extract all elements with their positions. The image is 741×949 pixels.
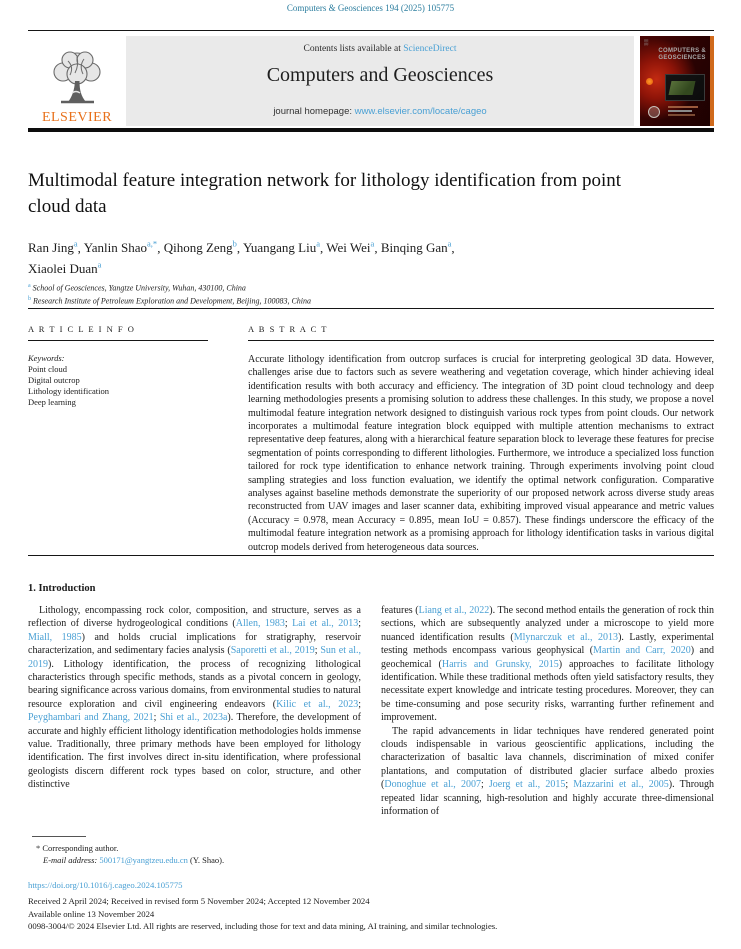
citation-link[interactable]: Peyghambari and Zhang, 2021: [28, 712, 154, 724]
author[interactable]: Xiaolei Duan$^a$: [28, 259, 102, 276]
citation-link[interactable]: Martin and Carr, 2020: [593, 645, 691, 657]
citation-link[interactable]: Mlynarczuk et al., 2013: [513, 631, 619, 643]
keyword: Digital outcrop: [28, 375, 80, 385]
article-info-heading: A R T I C L E I N F O: [28, 324, 136, 334]
author[interactable]: Yanlin Shao$^{a,*}$: [83, 239, 158, 256]
abstract-column: [248, 324, 714, 554]
received-dates: Received 2 April 2024; Received in revised form 5 November 2024; Accepted 12 November 2024: [28, 896, 370, 906]
author-list: Ran Jing$^a$, Yanlin Shao$^{a,*}$, Qihong Zeng$^b$, Yuangang Liu$^a$, Wei Wei$^a$, Binqing Gan$^a$, Xiaolei Duan$^a$: [28, 239, 455, 276]
available-online: Available online 13 November 2024: [28, 909, 155, 919]
author[interactable]: Qihong Zeng$^b$: [163, 239, 237, 256]
affiliation-list: [28, 281, 688, 307]
author[interactable]: Yuangang Liu$^a$: [242, 239, 321, 256]
author-affil-sup: a: [447, 239, 452, 249]
right-column: [381, 604, 714, 819]
cover-orange-dot: [646, 78, 653, 85]
journal-title: Computers and Geosciences: [266, 64, 494, 86]
author[interactable]: Binqing Gan$^a$: [380, 239, 452, 256]
email-line: E-mail address: 500171@yangtzeu.edu.cn (Y. Shao).: [43, 855, 225, 865]
info-abstract-section: [28, 324, 714, 554]
corresponding-author-line: * Corresponding author.: [36, 843, 119, 853]
homepage-line: journal homepage: www.elsevier.com/locate/cageo: [273, 106, 487, 117]
citation-link[interactable]: Allen, 1983: [235, 618, 285, 630]
citation-link[interactable]: Saporetti et al., 2019: [230, 645, 315, 657]
abstract-top-rule: [28, 308, 714, 309]
author-affil-sup: a: [73, 239, 78, 249]
author-affil-sup: a,*: [147, 239, 158, 249]
doi-link[interactable]: https://doi.org/10.1016/j.cageo.2024.105775: [28, 880, 183, 890]
author-affil-sup: a: [316, 239, 321, 249]
elsevier-tree-icon: [48, 49, 106, 109]
header-bottom-rule: [28, 128, 714, 132]
running-head-citation[interactable]: Computers & Geosciences 194 (2025) 105775: [286, 3, 455, 13]
journal-banner: [126, 36, 634, 126]
intro-paragraph-2: features (Liang et al., 2022). The second method entails the generation of rock thin sections, which are subsequently analyzed under a microscope to yield more nuanced identification results (Mlynarczuk et al., 2013). Lastly, experimental testing methods encompass various geophysical (Martin and Carr, 2020) and geochemical (Harris and Grunsky, 2015) approaches to facilitate lithology identification. While these traditional methods often yield satisfactory results, they necessitate expert knowledge and intricate testing procedures. Moreover, they can be time-consuming and pose security risks, warranting further refinement and improvement.: [381, 605, 715, 724]
sciencedirect-link[interactable]: ScienceDirect: [403, 44, 457, 54]
author-affil-sup: a: [97, 259, 102, 270]
abstract-rule: [248, 340, 714, 341]
abstract-bottom-rule: [28, 555, 714, 556]
keywords-label: Keywords:: [28, 353, 65, 363]
article-info-column: [28, 324, 208, 554]
left-column: [28, 604, 361, 819]
keyword: Deep learning: [28, 397, 76, 407]
cover-publisher-mark: ▒: [644, 40, 649, 46]
body-columns: [28, 604, 714, 819]
introduction-heading: 1. Introduction: [28, 583, 96, 594]
citation-link[interactable]: Sun et al., 2019: [28, 645, 362, 670]
citation-link[interactable]: Miall, 1985: [28, 631, 82, 643]
cover-title: COMPUTERS & GEOSCIENCES: [658, 48, 706, 61]
citation-link[interactable]: Harris and Grunsky, 2015: [441, 658, 559, 670]
author-affil-sup: a: [370, 239, 375, 249]
journal-header: [28, 36, 714, 126]
keyword: Point cloud: [28, 364, 67, 374]
citation-link[interactable]: Liang et al., 2022: [418, 605, 490, 616]
copyright-line: 0098-3004/© 2024 Elsevier Ltd. All rights are reserved, including those for text and data mining, AI training, and similar technologies.: [28, 921, 498, 931]
article-title: Multimodal feature integration network for lithology identification from point cloud data: [28, 170, 622, 217]
abstract-heading: A B S T R A C T: [248, 324, 328, 334]
keyword: Lithology identification: [28, 386, 109, 396]
citation-link[interactable]: Donoghue et al., 2007: [384, 779, 481, 791]
citation-link[interactable]: Lai et al., 2013: [292, 618, 359, 630]
article-footer: [28, 879, 714, 932]
contents-line: Contents lists available at ScienceDirect: [303, 44, 457, 54]
author[interactable]: Ran Jing$^a$: [28, 239, 78, 256]
citation-link[interactable]: Shi et al., 2023a: [159, 712, 228, 724]
elsevier-wordmark: ELSEVIER: [41, 110, 113, 125]
intro-paragraph-1: Lithology, encompassing rock color, composition, and structure, serves as a reflection of diverse hydrogeological conditions (Allen, 1983; Lai et al., 2013; Miall, 1985) and holds crucial implications for stratigraphy, reservoir characterization, and sedimentary facies analysis (Saporetti et al., 2019; Sun et al., 2019). Lithology identification, the process of recognizing lithological characteristics through specific methods, stands as a pivotal concern in geology, bearing significance across various domains, from environmental studies to natural resource exploration and civil engineering endeavors (Kilic et al., 2023; Peyghambari and Zhang, 2021; Shi et al., 2023a). Therefore, the development of accurate and highly efficient lithology identification methodologies holds immense value. Traditionally, three primary methods have been employed for lithology identification. The first involves direct in-situ identification, where professional geologists discern different rock types based on color, structure, and other distinctive: [28, 605, 362, 791]
cover-editor-lines: [668, 106, 698, 118]
corresponding-author-footnote: [36, 836, 366, 866]
author[interactable]: Wei Wei$^a$: [326, 239, 375, 256]
email-link[interactable]: 500171@yangtzeu.edu.cn: [99, 855, 188, 865]
affiliation: $^a$ School of Geosciences, Yangtze University, Wuhan, 430100, China: [28, 283, 246, 293]
author-affil-sup: b: [232, 239, 237, 249]
citation-link[interactable]: Kilic et al., 2023: [276, 698, 359, 710]
affiliation: $^b$ Research Institute of Petroleum Exploration and Development, Beijing, 100083, China: [28, 296, 312, 306]
article-info-rule: [28, 340, 208, 341]
homepage-link[interactable]: www.elsevier.com/locate/cageo: [354, 106, 487, 117]
cover-society-seal: [648, 106, 660, 118]
cover-spine: [710, 36, 714, 126]
footnote-rule: [32, 836, 86, 837]
cover-outcrop-image: [665, 74, 705, 101]
journal-cover-thumbnail[interactable]: [640, 36, 714, 126]
intro-paragraph-3: The rapid advancements in lidar techniques have rendered generated point clouds indispensable in various geoscientific applications, including the characterization of basaltic lava channels, discrimination of mixed conifer plantations, and computation of distributed glacier surface albedo proxies (Donoghue et al., 2007; Joerg et al., 2015; Mazzarini et al., 2005). Through repeated lidar scanning, high-resolution and highly accurate three-dimensional information of: [381, 725, 715, 818]
citation-link[interactable]: Mazzarini et al., 2005: [573, 779, 669, 791]
header-top-rule: [28, 30, 714, 31]
elsevier-logo[interactable]: [28, 36, 126, 126]
abstract-text: Accurate lithology identification from outcrop surfaces is crucial for interpreting geological 3D data. However, challenges arise due to factors such as severe weathering and vegetation coverage, which hinder achieving ideal identification results with both accuracy and efficiency. The integration of 3D point cloud technology and deep learning methodologies presents a promising solution to address these challenges. In this study, we propose a novel multimodal feature integration network designed to distinguish various rock types from point clouds. Our network incorporates a multimodal feature integration block equipped with multiple attention mechanisms to extract representative deep features, along with a hierarchical feature separation block to leverage these features for precise segmentation of points corresponding to different lithologies. Furthermore, we introduce a specialized loss function tailored for rock type identification to enhance network training. Through experiments involving point cloud sampling strategies and loss function evaluation, we identify the optimal network configuration. Comparative analyses against baseline methods demonstrate the superiority of our proposed network across diverse study areas reconstructed from UAV images and laser scanner data, exhibiting improved visual appearance and metric values (Accuracy = 0.978, mean Accuracy = 0.895, mean IoU = 0.857). These findings underscore the efficacy of the multimodal feature integration network as a promising approach for lithology identification tasks in various digital outcrop models derived from heterogeneous data sources.: [248, 354, 714, 553]
citation-link[interactable]: Joerg et al., 2015: [488, 779, 566, 791]
